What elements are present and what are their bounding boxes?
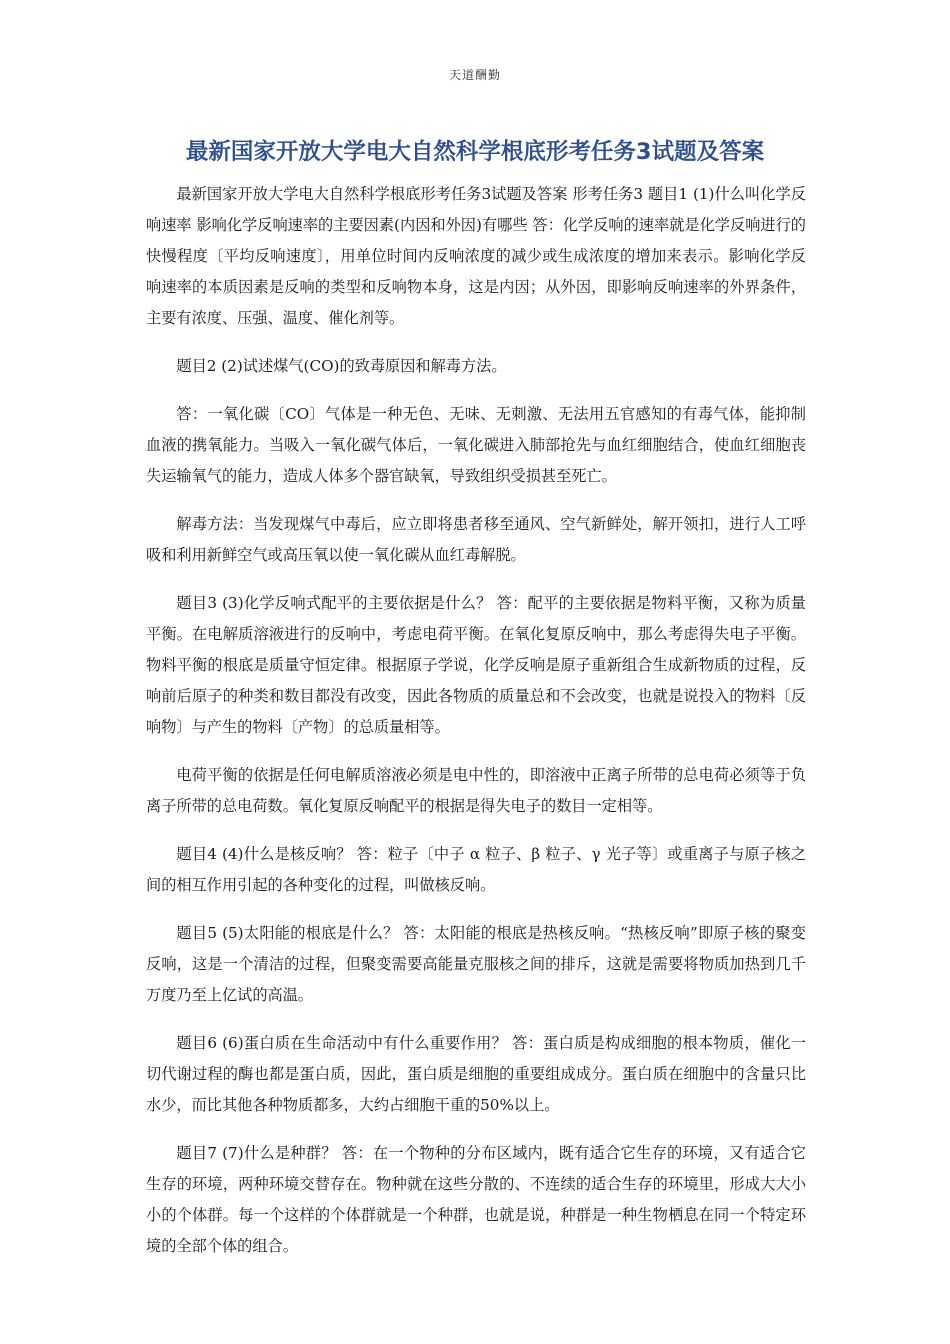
paragraph-detox-method: 解毒方法：当发现煤气中毒后，应立即将患者移至通风、空气新鲜处，解开领扣，进行人工呼吸和利用新鲜空气或高压氧以使一氧化碳从血红毒解脱。 bbox=[146, 515, 806, 564]
paragraph-question-3: 题目3 (3)化学反响式配平的主要依据是什么？ 答：配平的主要依据是物料平衡，又称为质量平衡。在电解质溶液进行的反响中，考虑电荷平衡。在氧化复原反响中，那么考虑得失电子平衡。物料平衡的根底是质量守恒定律。根据原子学说，化学反响是原子重新组合生成新物质的过程，反响前后原子的种类和数目都没有改变，因此各物质的质量总和不会改变，也就是说投入的物料〔反响物〕与产生的物料〔产物〕的总质量相等。 bbox=[146, 594, 806, 736]
document-title: 最新国家开放大学电大自然科学根底形考任务3试题及答案 bbox=[185, 139, 765, 165]
paragraph-question-1: 最新国家开放大学电大自然科学根底形考任务3试题及答案 形考任务3 题目1 (1)什么叫化学反响速率 影响化学反响速率的主要因素(内因和外因)有哪些 答：化学反响的速率就是化学反响进行的快慢程度〔平均反响速度〕，用单位时间内反响浓度的减少或生成浓度的增加来表示。影响化学反响速率的本质因素是反响的类型和反响物本身，这是内因；从外因，即影响反响速率的外界条件，主要有浓度、压强、温度、催化剂等。 bbox=[146, 185, 807, 327]
paragraph-answer-2: 答：一氧化碳〔CO〕气体是一种无色、无味、无刺激、无法用五官感知的有毒气体，能抑制血液的携氧能力。当吸入一氧化碳气体后，一氧化碳进入肺部抢先与血红细胞结合，使血红细胞丧失运输氧气的能力，造成人体多个器官缺氧，导致组织受损甚至死亡。 bbox=[146, 405, 806, 485]
document-body bbox=[146, 179, 806, 1279]
paragraph-question-2: 题目2 (2)试述煤气(CO)的致毒原因和解毒方法。 bbox=[176, 357, 507, 375]
paragraph-question-6: 题目6 (6)蛋白质在生命活动中有什么重要作用？ 答：蛋白质是构成细胞的根本物质，催化一切代谢过程的酶也都是蛋白质，因此，蛋白质是细胞的重要组成成分。蛋白质在细胞中的含量只比水少，而比其他各种物质都多，大约占细胞干重的50%以上。 bbox=[146, 1034, 806, 1114]
paragraph-question-5: 题目5 (5)太阳能的根底是什么？ 答：太阳能的根底是热核反响。“热核反响”即原子核的聚变反响，这是一个清洁的过程，但聚变需要高能量克服核之间的排斥，这就是需要将物质加热到几千万度乃至上亿试的高温。 bbox=[146, 924, 806, 1004]
paragraph-charge-balance: 电荷平衡的依据是任何电解质溶液必须是电中性的，即溶液中正离子所带的总电荷必须等于负离子所带的总电荷数。氧化复原反响配平的根据是得失电子的数目一定相等。 bbox=[146, 766, 806, 815]
page-header: 天道酬勤 bbox=[448, 68, 501, 82]
paragraph-question-7: 题目7 (7)什么是种群？ 答：在一个物种的分布区域内，既有适合它生存的环境，又有适合它生存的环境，两种环境交替存在。物种就在这些分散的、不连续的适合生存的环境里，形成大大小小的个体群。每一个这样的个体群就是一个种群，也就是说，种群是一种生物栖息在同一个特定环境的全部个体的组合。 bbox=[146, 1144, 806, 1255]
paragraph-question-4: 题目4 (4)什么是核反响？ 答：粒子〔中子 α 粒子、β 粒子、γ 光子等〕或重离子与原子核之间的相互作用引起的各种变化的过程，叫做核反响。 bbox=[146, 845, 806, 894]
